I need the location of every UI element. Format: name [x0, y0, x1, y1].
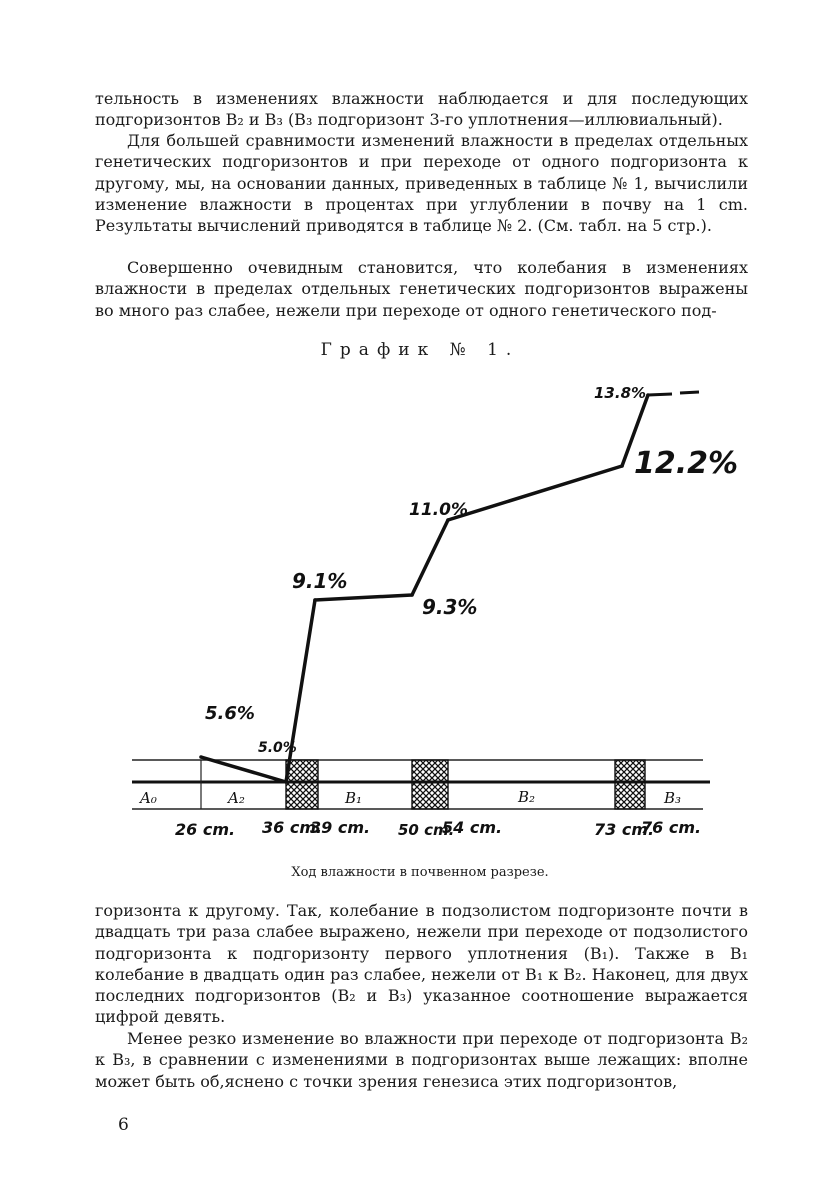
moisture-point	[620, 464, 624, 468]
paragraph-5-text: Менее резко изменение во влажности при переходе от подгоризонта B₂ к B₃, в сравнении с изменениями в подгоризонтах выше лежащих: вполне может быть об,яснено с точки зрения генезиса этих подгоризонтов,	[95, 1029, 748, 1091]
horizon-label: A₂	[228, 789, 245, 807]
chart-caption: Ход влажности в почвенном разрезе.	[291, 865, 549, 880]
depth-label: 54 cm.	[442, 818, 503, 837]
point-label: 5.6%	[205, 703, 255, 724]
paragraph-3-text: Совершенно очевидным становится, что колебания в изменениях влажности в пределах отдельных генетических подгоризонтов выражены во много раз слабее, нежели при переходе от одного генетического под-	[95, 258, 748, 320]
horizon-label: A₀	[140, 789, 157, 807]
horizon-label: B₂	[518, 788, 536, 806]
point-label: 11.0%	[409, 500, 468, 520]
paragraph-1	[95, 88, 748, 131]
paragraph-1-text: тельность в изменениях влажности наблюдается и для последующих подгоризонтов B₂ и B₃ (B₃ подгоризонт 3-го уплотнения—иллювиальный).	[95, 89, 748, 130]
paragraph-4-text: горизонта к другому. Так, колебание в подзолистом подгоризонте почти в двадцать три раза слабее выражено, нежели при переходе от подзолистого подгоризонта к подгоризонту первого уплотнения (B₁). Также в B₁ колебание в двадцать один раз слабее, нежели от B₁ к B₂. Наконец, для двух последних подгоризонтов (B₂ и B₃) указанное соотношение выражается цифрой девять.	[95, 901, 748, 1027]
paragraph-4	[95, 900, 748, 1028]
paragraph-3	[95, 257, 748, 321]
point-label: 9.3%	[422, 595, 478, 619]
page-number: 6	[118, 1115, 129, 1135]
paragraph-2-text: Для большей сравнимости изменений влажности в пределах отдельных генетических подгоризонтов и при переходе от одного подгоризонта к другому, мы, на основании данных, приведенных в таблице № 1, вычислили изменение влажности в процентах при углублении в почву на 1 cm. Результаты вычислений приводятся в таблице № 2. (См. табл. на 5 стр.).	[95, 131, 748, 236]
continuation-dash	[648, 392, 699, 395]
chart-title: График № 1.	[320, 340, 520, 360]
transition-zone-a2-b1	[286, 760, 318, 809]
horizon-label: B₁	[345, 789, 363, 807]
depth-label: 50 cm.	[398, 821, 455, 839]
depth-label: 36 cm.	[262, 818, 323, 837]
moisture-chart	[0, 370, 840, 850]
depth-label: 39 cm.	[310, 818, 371, 837]
transition-zone-b2-b3	[615, 760, 645, 809]
point-label: 13.8%	[594, 384, 647, 402]
paragraph-2	[95, 130, 748, 236]
moisture-point	[199, 755, 203, 759]
transition-zone-b1-b2	[412, 760, 448, 809]
paragraph-5	[95, 1028, 748, 1092]
point-label: 12.2%	[634, 446, 739, 481]
moisture-line-group	[199, 393, 650, 784]
moisture-point	[284, 780, 288, 784]
depth-label: 76 cm.	[641, 818, 702, 837]
moisture-point	[410, 593, 414, 597]
moisture-point	[313, 598, 317, 602]
depth-label: 73 cm.	[594, 820, 655, 839]
moisture-line	[201, 395, 648, 782]
point-label: 9.1%	[292, 569, 348, 593]
depth-label: 26 cm.	[175, 820, 236, 839]
horizon-label: B₃	[664, 789, 682, 807]
point-label: 5.0%	[258, 740, 297, 756]
